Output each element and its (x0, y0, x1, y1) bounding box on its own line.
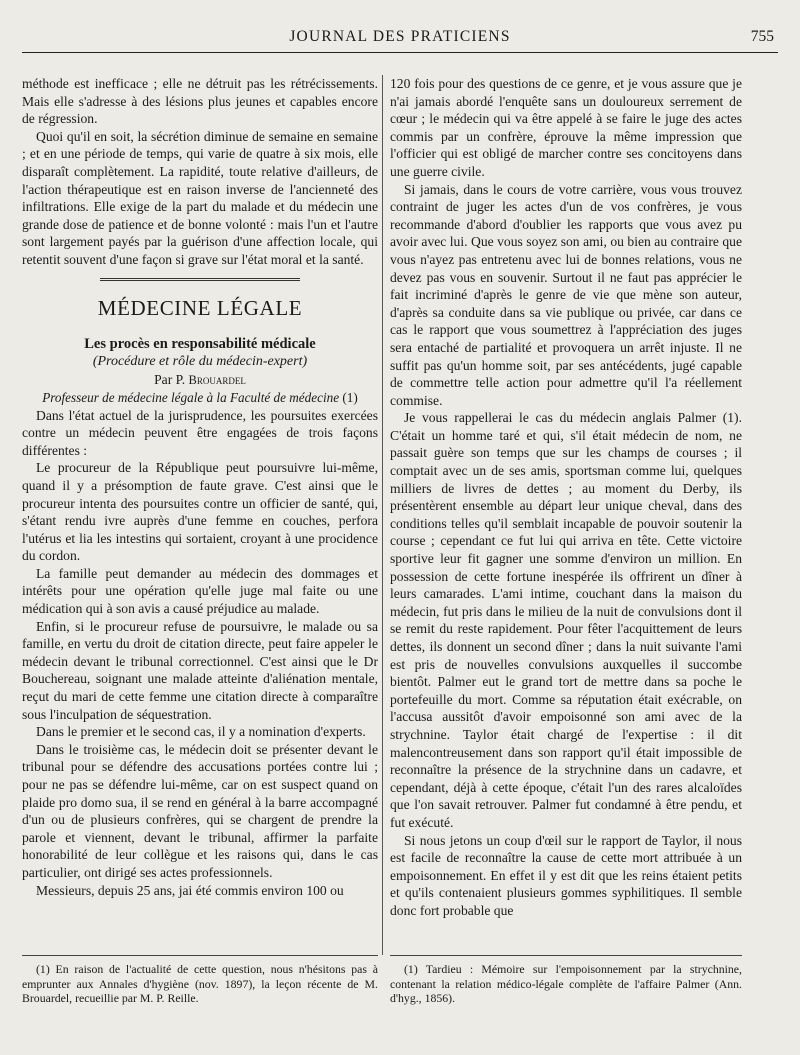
section-rule (100, 278, 300, 284)
paragraph: 120 fois pour des questions de ce genre, et je vous assure que je n'ai jamais abordé l'enquête sans un douloureux serrement de cœur ; le médecin qui va être appelé à se faire le juge des actes commis par un confrère, éprouve la même impression que l'officier qui est obligé de marcher contre ses concitoyens dans une guerre civile. (390, 76, 742, 179)
paragraph: Enfin, si le procureur refuse de poursuivre, le malade ou sa famille, en vertu du droit de citation directe, peut faire appeler le médecin devant le tribunal correctionnel. C'est ainsi que le Dr Bouchereau, soignant une malade atteinte d'aliénation mentale, reçut du mari de cette femme une citation directe à comparaître sous l'inculpation de séquestration. (22, 618, 378, 722)
footnote-text: (1) En raison de l'actualité de cette question, nous n'hésitons pas à emprunter aux Annales d'hygiène (nov. 1897), la leçon récente de M. Brouardel, recueillie par M. P. Reille. (22, 962, 378, 1006)
section-title: MÉDECINE LÉGALE (97, 295, 303, 320)
journal-title: JOURNAL DES PRATICIENS (289, 28, 511, 45)
author-affiliation (22, 389, 378, 407)
footnote-left (22, 962, 378, 1006)
footnote-right (390, 962, 742, 1006)
left-column (22, 75, 378, 899)
paragraph: Le procureur de la République peut poursuivre lui-même, quand il y a présomption de faute grave. C'est ainsi que le procureur intenta des poursuites contre un officier de santé, qui, s'étant rendu ivre auprès d'une femme en couches, perfora l'utérus et lia les intestins qui sortaient, croyant à une procidence du cordon. (22, 460, 378, 564)
paragraph: Dans le troisième cas, le médecin doit se présenter devant le tribunal pour se défendre des accusations portées contre lui ; pour ne pas se défendre lui-même, car on est suspect quand on plaide pro domo sua, il se rend en général à la barre accompagné d'un ou de plusieurs confrères, qui se chargent de prendre la parole et viennent, devant le tribunal, affirmer la parfaite honorabilité de leur collègue et les raisons qui, dans le cas particulier, ont dirigé ses actes professionnels. (22, 741, 378, 880)
paragraph: Dans l'état actuel de la jurisprudence, les poursuites exercées contre un médecin peuvent être engagées de trois façons différentes : (22, 407, 378, 458)
footnote-rule (22, 955, 378, 956)
paragraph: Si nous jetons un coup d'œil sur le rapport de Taylor, il nous est facile de reconnaître la cause de cette mort attribuée à un empoisonnement. En effet il y est dit que les reins étaient petits et qu'ils contenaient plusieurs gommes syphilitiques. Il semble donc fort probable que (390, 832, 742, 918)
footnote-text: (1) Tardieu : Mémoire sur l'empoisonnement par la strychnine, contenant la relation médico-légale complète de l'affaire Palmer (Ann. d'hyg., 1856). (390, 962, 742, 1006)
paragraph: Si jamais, dans le cours de votre carrière, vous vous trouvez contraint de juger les actes d'un de vos confrères, je vous recommande d'abord d'oublier les rapports que vous avez pu avoir avec lui. Que vous soyez son ami, ou bien au contraire que vous n'ayez pas entretenu avec lui de bonnes relations, vous ne devez pas vous en souvenir. Surtout il ne faut pas apprécier le fait incriminé d'après le genre de vie que mène son auteur, d'après sa conduite dans sa vie publique ou privée, car dans ce cas le rapport que vous soumettrez à l'appréciation des juges sera entaché de partialité et provoquera un arrêt injuste. Il ne suffit pas qu'un homme soit, par ses antécédents, jugé capable de commettre telle action pour admettre qu'il l'a réellement commise. (390, 181, 742, 408)
paragraph: Je vous rappellerai le cas du médecin anglais Palmer (1). C'était un homme taré et qui, s'il était médecin de nom, ne passait guère son temps que sur les champs de courses ; il comptait avec un de ses amis, sportsman comme lui, quelques milliers de livres de dettes ; au moment du Derby, ils présentèrent ensemble au départ leur unique cheval, dans des conditions telles qu'il semblait incapable de pouvoir soutenir la course ; cependant ce fut lui qui arriva en tête. Cette victoire sportive leur fit gagner une somme d'environ un million. En possession de cette fortune inespérée ils offrirent un dîner à leurs camarades. L'ami intime, couchant dans la maison du médecin, fut pris dans le milieu de la nuit de convulsions dont il se remit du reste rapidement. Pour fêter l'acquittement de leurs dettes, ils donnent un second dîner ; dans la nuit suivante l'ami est pris de nouvelles convulsions auxquelles il succombe bientôt. Palmer eut le grand tort de mettre dans sa poche le portefeuille du mort. Comme sa réputation était exécrable, on l'accusa aussitôt d'avoir empoisonné son ami avec de la strychnine. Taylor était chargé de l'expertise : il dit malencontreusement dans son rapport qu'il était impossible de reconnaître la présence de la strychnine dans un cadavre, et cependant, déjà à cette époque, c'était l'un des rares alcaloïdes que l'on savait retrouver. Palmer fut condamné à être pendu, et fut exécuté. (390, 410, 742, 830)
footnote-rule (390, 955, 742, 956)
paragraph: La famille peut demander au médecin des dommages et intérêts pour une opération qu'elle juge mal faite ou une médication qui à son avis a causé préjudice au malade. (22, 565, 378, 617)
page-number: 755 (750, 28, 774, 45)
header-rule (22, 52, 778, 53)
paragraph: méthode est inefficace ; elle ne détruit pas les rétrécissements. Mais elle s'adresse à des lésions plus jeunes et capables encore de régression. (22, 76, 378, 127)
byline-prefix: Par P. (154, 371, 186, 387)
paragraph: Dans le premier et le second cas, il y a nomination d'experts. (36, 724, 366, 740)
paragraph: Messieurs, depuis 25 ans, jai été commis environ 100 ou (36, 882, 344, 898)
affiliation-text: Professeur de médecine légale à la Faculté de médecine (42, 389, 340, 405)
paragraph: Quoi qu'il en soit, la sécrétion diminue de semaine en semaine ; et en une période de temps, qui varie de quatre à six mois, elle disparaît complètement. La rapidité, toute relative d'ailleurs, de l'action thérapeutique est en raison inverse de l'ancienneté des infiltrations. Elle exige de la part du malade et du médecin une grande dose de patience et de bonne volonté : mais l'un et l'autre sont largement payés par la guérison d'une affection locale, qui retentit souvent d'une façon si grave sur l'état moral et la santé. (22, 128, 378, 267)
article-byline (22, 371, 378, 389)
author-name: Brouardel (188, 372, 246, 387)
article-title: Les procès en responsabilité médicale (84, 335, 316, 352)
right-column (390, 75, 742, 920)
article-subtitle: (Procédure et rôle du médecin-expert) (92, 353, 308, 369)
footnote-marker: (1) (342, 389, 358, 405)
page-header (22, 26, 778, 50)
column-divider (382, 75, 383, 955)
